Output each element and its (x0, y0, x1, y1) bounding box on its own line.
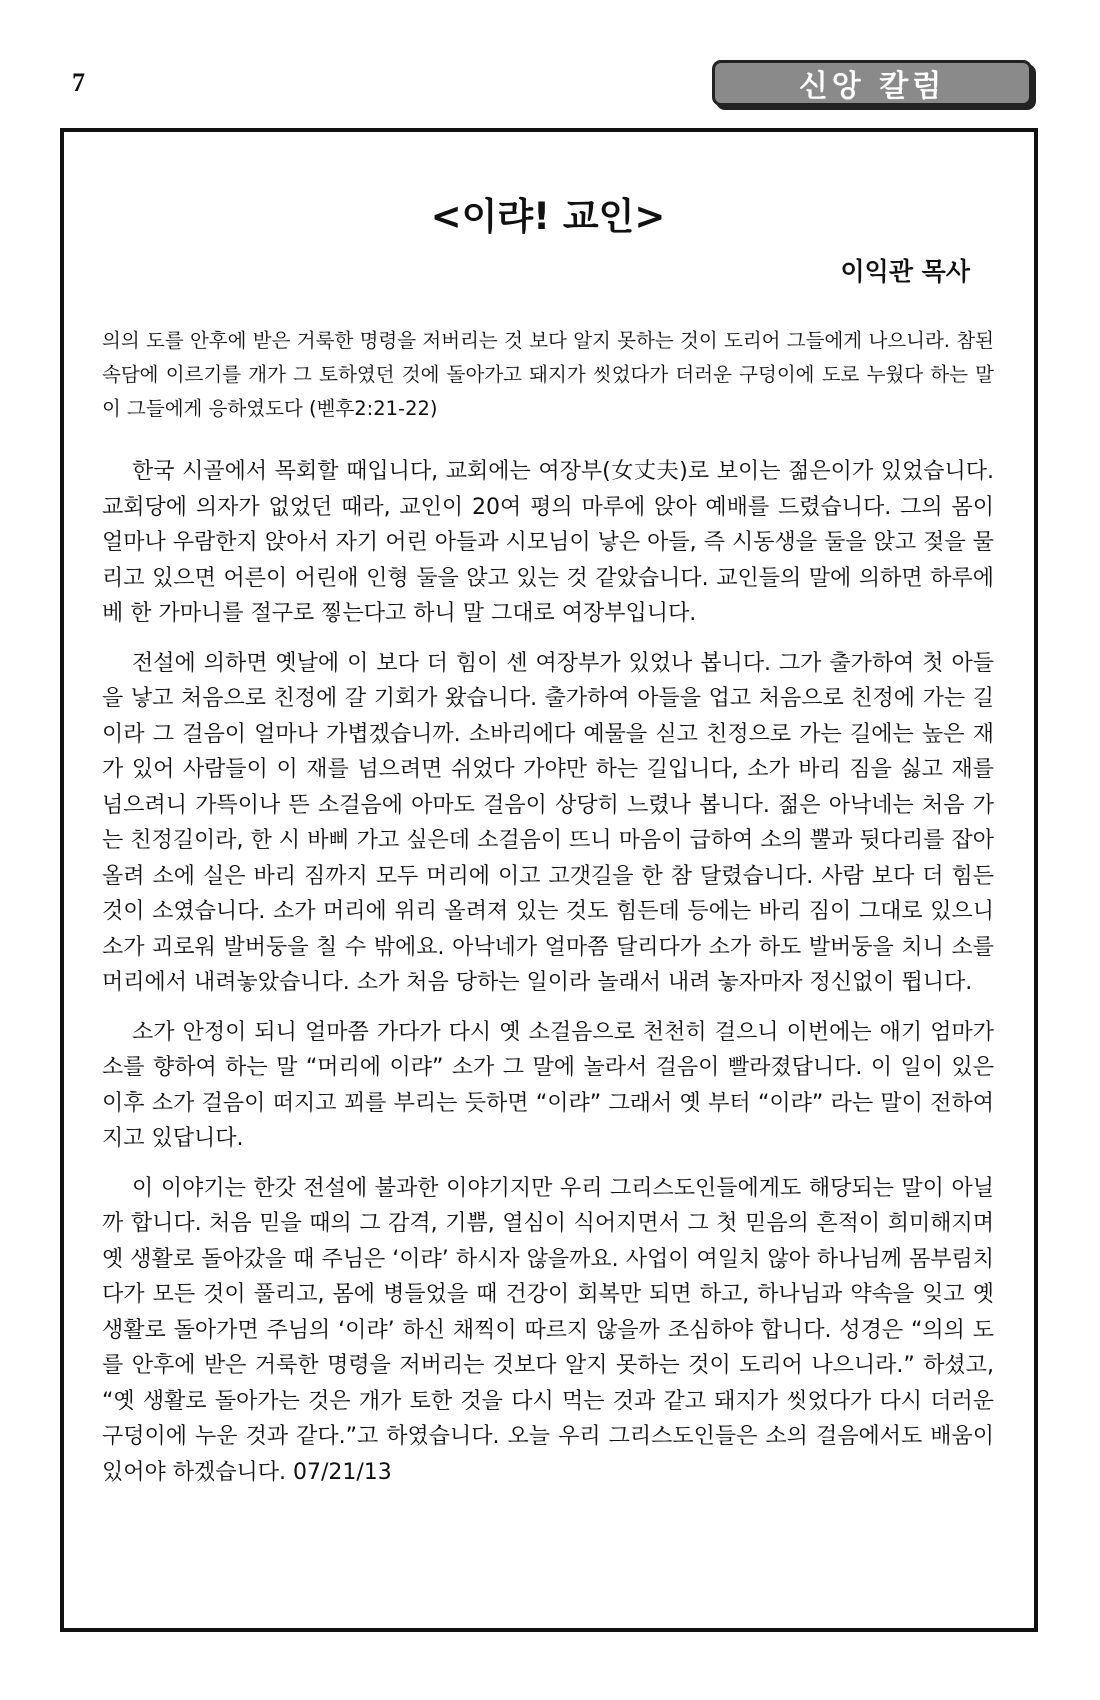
body-paragraph-2: 전설에 의하면 옛날에 이 보다 더 힘이 센 여장부가 있었나 봅니다. 그가 출가하여 첫 아들을 낳고 처음으로 친정에 갈 기회가 왔습니다. 출가하여 아들을 업고 처음으로 친정에 가는 길이라 그 걸음이 얼마나 가볍겠습니까. 소바리에다 예물을 싣고 친정으로 가는 길에는 높은 재가 있어 사람들이 이 재를 넘으려면 쉬었다 가야만 하는 길입니다, 소가 바리 짐을 싫고 재를 넘으려니 가뜩이나 뜬 소걸음에 아마도 걸음이 상당히 느렸나 봅니다. 젊은 아낙네는 처음 가는 친정길이라, 한 시 바삐 가고 싶은데 소걸음이 뜨니 마음이 급하여 소의 뿔과 뒷다리를 잡아 올려 소에 실은 바리 짐까지 모두 머리에 이고 고갯길을 한 참 달렸습니다. 사람 보다 더 힘든 것이 소였습니다. 소가 머리에 위리 올려져 있는 것도 힘든데 등에는 바리 짐이 그대로 있으니 소가 괴로워 발버둥을 칠 수 밖에요. 아낙네가 얼마쯤 달리다가 소가 하도 발버둥을 치니 소를 머리에서 내려놓았습니다. 소가 처음 당하는 일이라 놀래서 내려 놓자마자 정신없이 뜁니다. (102, 650, 994, 995)
article-title: <이랴! 교인> (430, 195, 666, 238)
article-body (102, 454, 994, 1490)
scripture-epigraph: 의의 도를 안후에 받은 거룩한 명령을 저버리는 것 보다 알지 못하는 것이 도리어 그들에게 나으니라. 참된 속담에 이르기를 개가 그 토하였던 것에 돌아가고 돼지가 씻었다가 더러운 구덩이에 도로 누웠다 하는 말이 그들에게 응하였도다 (벧후2:21-22) (102, 329, 994, 420)
section-header-badge (712, 60, 1032, 106)
section-title: 신앙 칼럼 (798, 69, 946, 104)
article-frame (60, 128, 1038, 1632)
body-paragraph-4: 이 이야기는 한갓 전설에 불과한 이야기지만 우리 그리스도인들에게도 해당되는 말이 아닐까 합니다. 처음 믿을 때의 그 감격, 기쁨, 열심이 식어지면서 그 첫 믿음의 흔적이 희미해지며 옛 생활로 돌아갔을 때 주님은 ‘이랴’ 하시자 않을까요. 사업이 여일치 않아 하나님께 몸부림치다가 모든 것이 풀리고, 몸에 병들었을 때 건강이 회복만 되면 하고, 하나님과 약속을 잊고 옛생활로 돌아가면 주님의 ‘이랴’ 하신 채찍이 따르지 않을까 조심하야 합니다. 성경은 “의의 도를 안후에 받은 거룩한 명령을 저버리는 것보다 알지 못하는 것이 도리어 나으니라.” 하셨고, “옛 생활로 돌아가는 것은 개가 토한 것을 다시 먹는 것과 같고 돼지가 씻었다가 다시 더러운 구덩이에 누운 것과 같다.”고 하였습니다. 오늘 우리 그리스도인들은 소의 걸음에서도 배움이 있어야 하겠습니다. 07/21/13 (102, 1175, 994, 1485)
page-number: 7 (72, 68, 85, 97)
article-author: 이익관 목사 (840, 257, 970, 286)
body-paragraph-1: 한국 시골에서 목회할 때입니다, 교회에는 여장부(女丈夫)로 보이는 젊은이가 있었습니다. 교회당에 의자가 없었던 때라, 교인이 20여 평의 마루에 앉아 예배를 드렸습니다. 그의 몸이 얼마나 우람한지 앉아서 자기 어린 아들과 시모님이 낳은 아들, 즉 시동생을 둘을 앉고 젖을 물리고 있으면 어른이 어린애 인형 둘을 앉고 있는 것 같았습니다. 교인들의 말에 의하면 하루에 베 한 가마니를 절구로 찧는다고 하니 말 그대로 여장부입니다. (102, 459, 994, 626)
body-paragraph-3: 소가 안정이 되니 얼마쯤 가다가 다시 옛 소걸음으로 천천히 걸으니 이번에는 애기 엄마가 소를 향하여 하는 말 “머리에 이랴” 소가 그 말에 놀라서 걸음이 빨라졌답니다. 이 일이 있은 이후 소가 걸음이 떠지고 꾀를 부리는 듯하면 “이랴” 그래서 옛 부터 “이랴” 라는 말이 전하여지고 있답니다. (102, 1019, 994, 1151)
